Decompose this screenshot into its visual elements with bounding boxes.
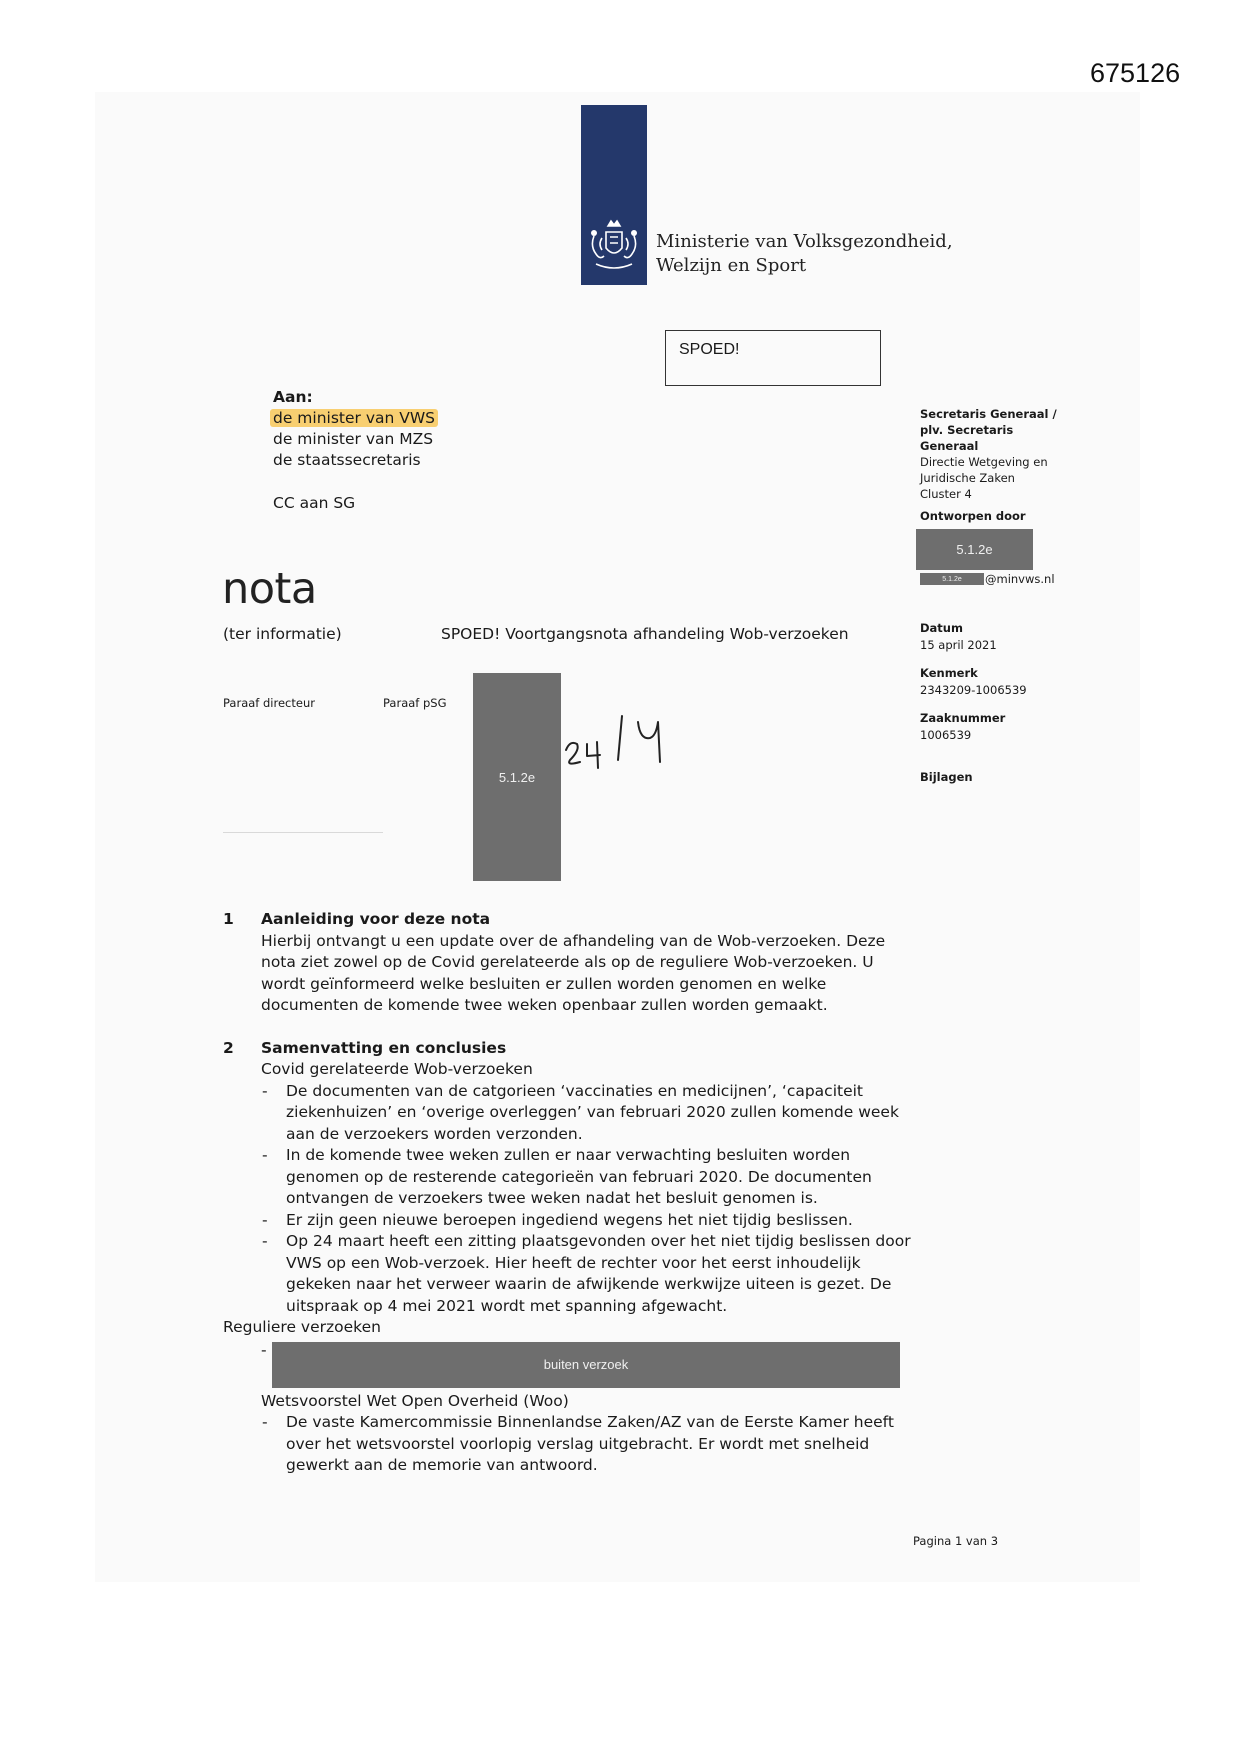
- zaaknummer-group: [920, 710, 1005, 743]
- sender-org-line-3: Generaal: [920, 439, 979, 453]
- covid-item-4: - Op 24 maart heeft een zitting plaatsgevonden over het niet tijdig beslissen door VWS op een Wob-verzoek. Hier heeft de rechter voor het eerst inhoudelijk gekeken naar het verweer waarin de afwijkende werkwijze uiteen is gezet. De uitspraak op 4 mei 2021 wordt met spanning afgewacht.: [261, 1231, 913, 1317]
- recipient-2: de minister van MZS: [273, 430, 434, 448]
- kenmerk-label: Kenmerk: [920, 666, 978, 680]
- author-email: [920, 572, 1055, 586]
- nota-body: [223, 909, 913, 1477]
- woo-subtitle: Wetsvoorstel Wet Open Overheid (Woo): [261, 1391, 569, 1410]
- section-2: [223, 1038, 913, 1318]
- ministry-name-line-2: Welzijn en Sport: [656, 255, 807, 276]
- document-number: 675126: [1090, 58, 1181, 88]
- department-line-3: Cluster 4: [920, 487, 972, 501]
- redaction-paraaf: 5.1.2e: [473, 673, 561, 881]
- document-purpose: (ter informatie): [223, 625, 342, 643]
- handwritten-date-mark: [560, 700, 680, 780]
- urgent-label: SPOED!: [679, 341, 740, 358]
- page-number: Pagina 1 van 3: [913, 1534, 999, 1548]
- recipient-3: de staatssecretaris: [273, 451, 421, 469]
- datum-group: [920, 620, 997, 653]
- coat-of-arms-icon: [586, 218, 642, 278]
- paraaf-directeur-label: Paraaf directeur: [223, 696, 315, 710]
- ministry-name-line-1: Ministerie van Volksgezondheid,: [656, 231, 953, 252]
- redaction-email: 5.1.2e: [920, 573, 984, 585]
- recipients: [273, 387, 438, 471]
- kenmerk-value: 2343209-1006539: [920, 682, 1027, 697]
- section-1: [223, 909, 913, 1017]
- signature-line: [223, 832, 383, 833]
- recipient-1: de minister van VWS: [270, 409, 438, 427]
- covid-subtitle: Covid gerelateerde Wob-verzoeken: [261, 1060, 533, 1078]
- section-2-title: Samenvatting en conclusies: [261, 1038, 507, 1057]
- designed-by-label: Ontworpen door: [920, 509, 1026, 523]
- ministry-name: [656, 230, 953, 278]
- recipients-label: Aan:: [273, 388, 313, 406]
- section-2-number: 2: [223, 1038, 234, 1057]
- datum-value: 15 april 2021: [920, 637, 997, 652]
- bijlagen-label: Bijlagen: [920, 770, 973, 784]
- regular-redacted-row: [223, 1339, 913, 1385]
- datum-label: Datum: [920, 621, 963, 635]
- urgent-box: [665, 330, 881, 386]
- sender-org-line-2: plv. Secretaris: [920, 423, 1014, 437]
- cc-line: CC aan SG: [273, 494, 356, 512]
- section-1-title: Aanleiding voor deze nota: [261, 910, 491, 928]
- covid-item-1: - De documenten van de catgorieen ‘vaccinaties en medicijnen’, ‘capaciteit ziekenhuizen’ en ‘overige overleggen’ van februari 2020 zullen komende week aan de verzoekers worden verzonden.: [261, 1081, 913, 1146]
- bijlagen-group: [920, 769, 973, 786]
- section-1-text: Hierbij ontvangt u een update over de afhandeling van de Wob-verzoeken. Deze nota ziet zowel op de Covid gerelateerde als op de reguliere Wob-verzoeken. U wordt geïnformeerd welke besluiten er zullen worden genomen en welke documenten de komende twee weken openbaar zullen worden gemaakt.: [261, 931, 886, 1014]
- document-type: nota: [222, 564, 317, 614]
- woo-item-1: - De vaste Kamercommissie Binnenlandse Zaken/AZ van de Eerste Kamer heeft over het wetsvoorstel voorlopig verslag uitgebracht. Er wordt met snelheid gewerkt aan de memorie van antwoord.: [261, 1412, 913, 1477]
- covid-item-2: - In de komende twee weken zullen er naar verwachting besluiten worden genomen op de resterende categorieën van februari 2020. De documenten ontvangen de verzoekers twee weken nadat het besluit genomen is.: [261, 1145, 913, 1210]
- regular-dash: -: [261, 1340, 267, 1359]
- woo-list: [261, 1412, 913, 1477]
- covid-list: [261, 1081, 913, 1318]
- email-domain: @minvws.nl: [985, 572, 1055, 586]
- paraaf-psg-label: Paraaf pSG: [383, 696, 447, 710]
- redaction-author: 5.1.2e: [916, 529, 1033, 570]
- sender-block: [920, 406, 1057, 524]
- zaaknummer-label: Zaaknummer: [920, 711, 1006, 725]
- document-subject: SPOED! Voortgangsnota afhandeling Wob-verzoeken: [441, 625, 849, 643]
- kenmerk-group: [920, 665, 1027, 698]
- department-line-2: Juridische Zaken: [920, 471, 1015, 485]
- redaction-buiten-verzoek: buiten verzoek: [272, 1342, 900, 1388]
- covid-item-3: - Er zijn geen nieuwe beroepen ingediend wegens het niet tijdig beslissen.: [261, 1210, 913, 1232]
- zaaknummer-value: 1006539: [920, 727, 972, 742]
- regular-subtitle: Reguliere verzoeken: [223, 1318, 381, 1336]
- section-1-number: 1: [223, 910, 234, 928]
- department-line-1: Directie Wetgeving en: [920, 455, 1048, 469]
- sender-org-line-1: Secretaris Generaal /: [920, 407, 1057, 421]
